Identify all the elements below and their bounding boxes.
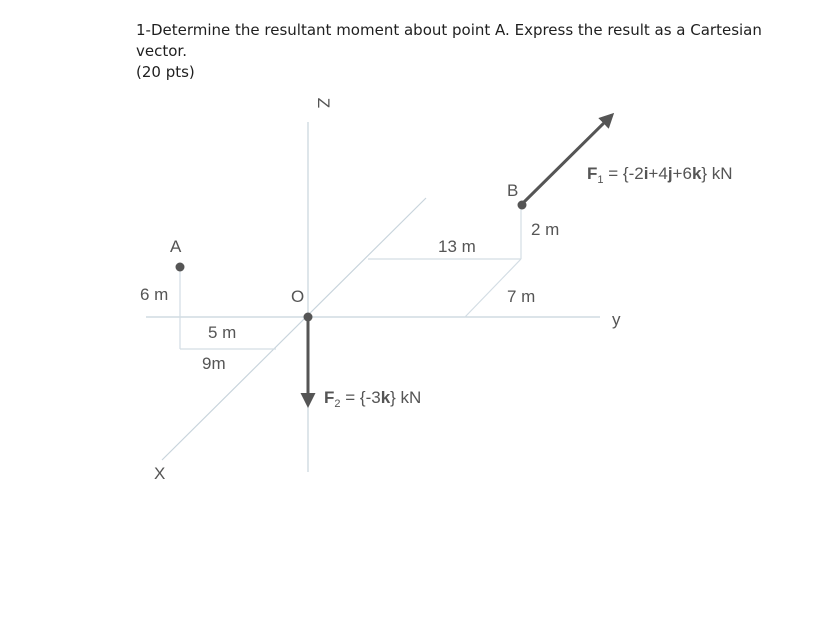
point-a-dot [176,263,185,272]
f1-equals: = {-2 [603,164,644,183]
point-b-dot [518,201,527,210]
dimension-5m: 5 m [208,323,237,342]
dimension-13m: 13 m [438,237,476,256]
point-a-label: A [170,237,182,256]
dimension-9m: 9m [202,354,226,373]
f1-symbol: F [587,164,598,183]
f1-close-unit: } kN [701,164,733,183]
z-axis-label: Z [314,97,333,109]
force-f1-label [587,164,733,186]
point-b-label: B [507,181,519,200]
f2-equals: = {-3 [340,388,381,407]
force-f2-label [324,388,421,410]
f2-subscript: 2 [334,398,341,410]
f1-subscript: 1 [597,174,604,186]
y-axis-label: y [612,310,621,329]
f2-symbol: F [324,388,335,407]
dimension-6m: 6 m [140,285,169,304]
x-axis-line [162,198,426,460]
question-line-1: 1-Determine the resultant moment about point A. Express the result as a Cartesian vector. [136,21,762,60]
x-axis-label: X [154,464,166,483]
force-f1-arrow [522,115,612,204]
f1-j: j [667,164,673,183]
f1-plus6: +6 [672,164,692,183]
dimension-7m: 7 m [507,287,536,306]
f2-close-unit: } kN [390,388,422,407]
origin-label: O [291,287,305,306]
dimension-2m: 2 m [531,220,560,239]
f1-plus4: +4 [648,164,668,183]
question-line-2: (20 pts) [136,63,195,81]
f1-i: i [643,164,649,183]
f2-k: k [380,388,391,407]
f1-k: k [691,164,702,183]
origin-dot [304,313,313,322]
